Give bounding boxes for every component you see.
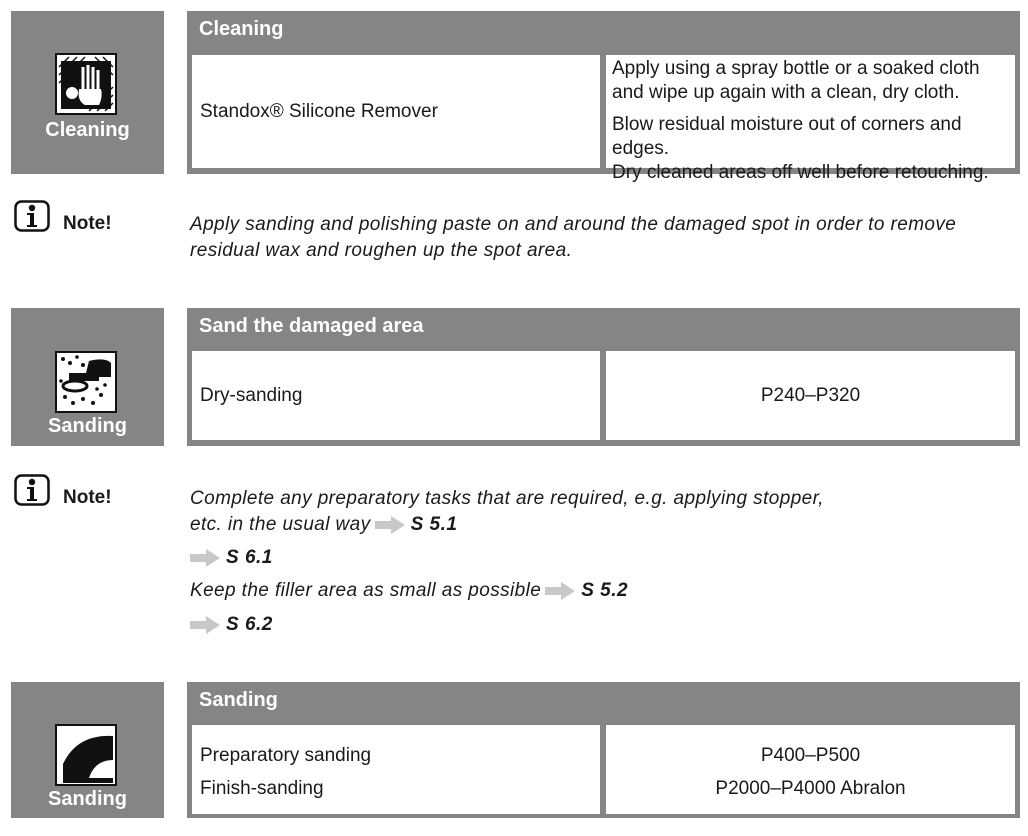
note-line: Complete any preparatory tasks that are required, e.g. applying stopper, xyxy=(190,488,824,509)
note-label: Note! xyxy=(63,487,112,508)
sand-damaged-panel xyxy=(187,308,1020,446)
sanding-title: Sanding xyxy=(199,689,278,711)
sanding-side-panel xyxy=(11,682,164,818)
cleaning-panel xyxy=(187,11,1020,183)
cleaning-instruction-line: Apply using a spray bottle or a soaked cloth xyxy=(612,58,980,79)
note-text xyxy=(190,212,956,264)
sanding-methods-cell xyxy=(192,725,600,814)
arrow-right-icon xyxy=(375,516,405,534)
sanding-icon xyxy=(55,351,117,413)
cleaning-instruction-line: and wipe up again with a clean, dry cloth. xyxy=(612,82,960,103)
sanding-side-panel xyxy=(11,308,164,446)
cleaning-side-panel xyxy=(11,11,164,174)
section-reference[interactable]: S 6.1 xyxy=(226,547,273,568)
sanding-panel xyxy=(187,682,1020,818)
info-icon xyxy=(14,474,50,506)
sanding-block-icon xyxy=(55,724,117,786)
section-reference[interactable]: S 5.2 xyxy=(581,580,629,601)
arrow-right-icon xyxy=(190,616,220,634)
cleaning-title: Cleaning xyxy=(199,18,284,40)
sand-method-cell xyxy=(192,351,600,440)
section-reference[interactable]: S 5.1 xyxy=(410,514,458,535)
section-reference[interactable]: S 6.2 xyxy=(226,614,273,635)
note-line: Apply sanding and polishing paste on and around the damaged spot in order to remove xyxy=(190,214,957,235)
note-line: etc. in the usual way S 5.1 xyxy=(190,514,458,535)
arrow-right-icon xyxy=(190,549,220,567)
note-line: residual wax and roughen up the spot area. xyxy=(190,240,573,261)
sanding-method: Preparatory sanding xyxy=(200,745,372,766)
reference-line xyxy=(190,545,273,571)
cleaning-side-label: Cleaning xyxy=(45,119,130,141)
cleaning-icon xyxy=(55,53,117,115)
arrow-right-icon xyxy=(545,582,575,600)
sand-grit-cell xyxy=(606,351,1015,440)
sanding-method: Finish-sanding xyxy=(200,778,324,799)
note-text xyxy=(190,486,824,538)
sanding-grit: P2000–P4000 Abralon xyxy=(715,778,906,799)
cleaning-product-cell xyxy=(192,55,600,168)
sanding-grits-cell xyxy=(606,725,1015,814)
sand-damaged-title: Sand the damaged area xyxy=(199,315,424,337)
cleaning-instruction-line: Blow residual moisture out of corners and edges. xyxy=(612,114,962,159)
reference-line xyxy=(190,612,273,638)
sanding-side-label: Sanding xyxy=(48,788,127,810)
sanding-grit: P400–P500 xyxy=(760,745,861,766)
sand-method: Dry-sanding xyxy=(200,385,303,406)
sand-grit: P240–P320 xyxy=(760,385,861,406)
cleaning-instructions-cell xyxy=(606,55,1015,183)
cleaning-product: Standox® Silicone Remover xyxy=(200,101,438,122)
note-line: Keep the filler area as small as possible xyxy=(190,580,542,601)
info-icon xyxy=(14,200,50,232)
cleaning-instruction-line: Dry cleaned areas off well before retouching. xyxy=(612,162,989,183)
sanding-side-label: Sanding xyxy=(48,415,127,437)
note-label: Note! xyxy=(63,213,112,234)
note-text xyxy=(190,578,628,604)
